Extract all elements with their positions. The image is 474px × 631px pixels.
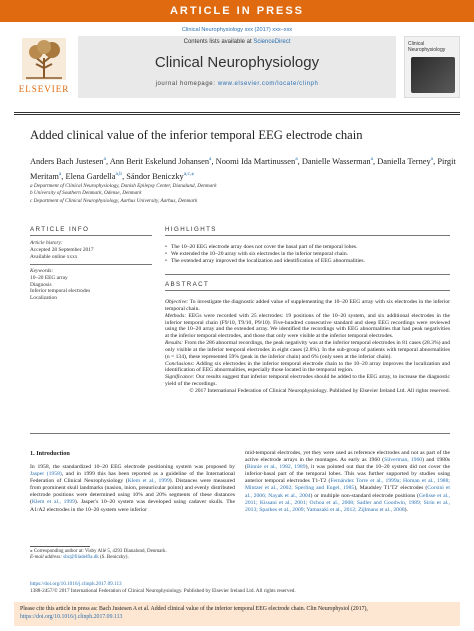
article-info-heading: ARTICLE INFO [30,226,90,233]
affiliation-b: b University of Southern Denmark, Odense, Denmark [30,190,142,197]
doi-link[interactable]: https://doi.org/10.1016/j.clinph.2017.09.113 [30,581,122,587]
author-name[interactable]: Ann Berit Eskelund Johansen [109,156,210,166]
cover-title: Clinical Neurophysiology [408,41,446,53]
elsevier-wordmark: ELSEVIER [18,84,70,94]
highlights-list [165,244,450,264]
citation-link[interactable]: Corsini et al., 2006; Nayak et al., 2004 [245,485,450,499]
author-name[interactable]: Elena Gardella [65,171,116,181]
highlights-heading: HIGHLIGHTS [165,226,217,233]
keyword: Localization [30,295,57,302]
objective-text: To investigate the diagnostic added value of supplementing the 10–20 EEG array with six electrodes in the inferior temporal chain. [165,299,450,312]
cite-doi-link[interactable]: https://doi.org/10.1016/j.clinph.2017.09.113 [20,614,123,620]
author-name[interactable]: Danielle Wasserman [301,156,371,166]
homepage-prefix: journal homepage: [155,81,218,87]
article-info-rule [30,235,152,236]
author-affiliation-marker[interactable]: a [295,156,298,162]
abstract-significance [165,374,450,388]
elsevier-logo[interactable] [14,36,74,98]
body-text: ), Maudsley T1'T2' electrodes ( [354,485,428,492]
body-text: , and in 1999 this has been reported as a guideline of the International Federation of Clinical Neurophysiology ( [30,471,236,485]
journal-cover-thumbnail[interactable] [404,36,460,98]
history-rule [30,264,152,265]
email-label: E-mail address: [30,555,64,561]
intro-left-column [30,464,235,514]
abstract-results [165,340,450,361]
body-text: In 1958, the standardized 10–20 EEG electrode positioning system was proposed by [30,464,235,470]
article-title: Added clinical value of the inferior temporal EEG electrode chain [30,128,363,142]
abstract-body [165,299,450,395]
author-affiliation-marker[interactable]: a [430,156,434,162]
author-name[interactable]: Pirgit Meritam [30,156,456,181]
highlight-item: • The 10–20 EEG electrode array does not cover the basal part of the temporal lobes. [165,244,450,251]
journal-homepage [78,81,396,87]
contents-prefix: Contents lists available at [183,39,254,45]
masthead-divider-2 [14,114,460,115]
abstract-objective [165,299,450,313]
abstract-conclusions [165,361,450,375]
affiliation-a: a Department of Clinical Neurophysiology, Danish Epilepsy Center, Dianalund, Denmark [30,183,217,189]
body-text: ). Jasper's 10–20 system was developed using cadaver skulls. The A1/A2 electrodes in the 10–20 system were inferior [30,499,235,513]
keyword: 10–20 EEG array [30,275,68,281]
methods-text: EEGs were recorded with 25 electrodes: 19 positions of the 10–20 system, and six additional electrodes in the inferior temporal chain (F9/10, T9/10, P9/10). Five-hundred consecutive standard and sleep EEG recordings were reviewed using the 10–20 array and the extended array. We identified the recordings with EEG abnormalities that had peak negativities at the inferior temporal electrodes, and those that only were visible at the inferior temporal electrodes. [165,312,450,340]
author-affiliation-marker[interactable]: a,b [115,170,123,177]
abstract-methods [165,313,450,340]
results-label: Results: [165,340,184,347]
journal-masthead [14,36,460,98]
citation-link[interactable]: Klem et al., 1999 [127,478,170,485]
citation-link[interactable]: Klem et al., 1999 [31,499,75,506]
email-link[interactable]: sbz@filadelfia.dk [63,555,99,561]
abstract-copyright: © 2017 International Federation of Clinical Neurophysiology. Published by Elsevier Ireland Ltd. All rights reserved. [189,387,450,394]
masthead-center [78,36,396,98]
significance-label: Significance: [165,374,195,381]
abstract-bottom-rule [30,433,450,434]
email-suffix: (S. Beniczky). [98,555,129,561]
introduction-heading: 1. Introduction [30,450,70,457]
citation-link[interactable]: Gelisse et al., 2011; Kissani et al., 2001; Ochoa et al., 2008; Sadler and Goodwin, 1989; Sirin et al., 2013; Sparkes et al., 2009; Yamazaki et al., 2012; Zijlmans et al., 2008 [245,492,450,513]
keywords-label: Keywords: [30,268,54,274]
author-name[interactable]: Sándor Beniczky [126,171,184,181]
author-affiliation-marker[interactable]: a [103,156,106,162]
cite-text: Please cite this article in press as: Bach Justesen A et al. Added clinical value of the inferior temporal EEG electrode chain. Clin Neurophysiol (2017), [20,606,368,612]
body-text: ). Distances were measured from prominent skull landmarks (nasion, inion, preauricular points) and evenly distributed electrode positions were determined using 10% and 20% segments of these distances ( [30,478,235,506]
author-affiliation-marker[interactable]: a [209,156,212,162]
available-online: Available online xxxx [30,253,78,260]
cover-image [411,57,455,93]
footnote-rule [30,546,90,547]
author-affiliation-marker[interactable]: a [58,170,62,177]
citation-link[interactable]: Fernández Torre et al., 1999a; Homan et al., 1988; Mintzer et al., 2002; Sperling and Engel, 1985 [245,478,450,492]
objective-label: Objective: [165,299,189,305]
author-affiliation-marker[interactable]: a [370,156,374,162]
keyword: Diagnosis [30,281,52,288]
results-text: From the 286 abnormal recordings, the peak negativity was at the inferior temporal electrodes in 81 cases (28.3%) and only visible at the inferior temporal electrodes in eight cases (2.8%). In the sub-group of patients with temporal abnormalities (n = 134), these represented 59% (peak in the inferior chain) and 6% (only seen at the inferior chain). [165,340,450,360]
body-text: ) or multiple non-standard electrode positions ( [310,492,419,499]
affiliations [30,183,460,205]
journal-title: Clinical Neurophysiology [154,54,320,71]
author-name[interactable]: Noomi Ida Martinussen [215,156,296,166]
author-name[interactable]: Anders Bach Justesen [30,156,104,166]
cite-this-article-box [14,602,460,626]
keyword: Inferior temporal electrodes [30,288,91,295]
intro-right-column [245,450,450,514]
highlight-item: • We extended the 10–20 array with six electrodes in the inferior temporal chain. [165,251,450,258]
email-line [30,555,230,561]
body-text: ). [404,506,408,513]
keywords-list [30,275,90,302]
corresponding-author-footnote [30,549,230,562]
significance-text: Our results suggest that inferior temporal electrodes should be added to the EEG array, to increase the diagnostic yield of the recordings. [165,374,450,388]
masthead-divider [14,112,460,113]
issn-copyright: 1388-2457/© 2017 International Federation of Clinical Neurophysiology. Published by Elsevier Ireland Ltd. All rights reserved. [30,588,296,594]
article-history-label: Article history: [30,240,63,246]
accepted-date: Accepted 28 September 2017 [30,247,94,253]
highlights-bottom-rule [165,274,450,275]
highlights-rule [165,235,450,236]
conclusions-text: Adding six electrodes in the inferior temporal electrode chain to the 10–20 array improves the localization and identification of EEG abnormalities, especially those located in the temporal region. [165,360,450,374]
article-history [30,247,94,260]
contents-line [78,39,396,45]
highlight-item: • The extended array improved the localization and identification of EEG abnormalities. [165,258,450,265]
author-affiliation-marker[interactable]: a,c,⁎ [183,170,195,177]
sciencedirect-link[interactable]: ScienceDirect [253,39,291,45]
article-in-press-banner: ARTICLE IN PRESS [0,0,474,22]
body-text: ), it was pointed out that the 10–20 system did not cover the inferior-basal part of the temporal lobes. This was further supported by studies using anterior temporal electrodes T1-T2 ( [245,464,450,485]
abstract-heading: ABSTRACT [165,281,210,288]
body-text: mid-temporal electrodes, yet they were used as reference electrodes and not as part of the active electrode arrays in the montages. As early as 1960 ( [245,450,450,464]
elsevier-tree-icon [22,38,66,80]
author-list: Anders Bach Justesen$^a$, Ann Berit Eskelund Johansen$^a$, Noomi Ida Martinussen$^a$, Danielle Wasserman$^a$, Daniella Terney$^a$, Pirgit Meritam$^a$, Elena Gardella$^{a,b}$, Sándor Beniczky$^{a,c,⁎}$ [30,156,456,181]
citation-link[interactable]: Silverman, 1960 [384,457,423,464]
header-citation[interactable]: Clinical Neurophysiology xxx (2017) xxx–xxx [181,27,293,33]
methods-label: Methods: [165,312,187,319]
citation-link[interactable]: Binnie et al., 1982, 1989 [246,464,306,471]
affiliation-c: c Department of Clinical Neurophysiology, Aarhus University, Aarhus, Denmark [30,197,198,204]
homepage-link[interactable]: www.elsevier.com/locate/clinph [217,81,319,87]
corresponding-address: ⁎ Corresponding author at: Visby Allé 5, 4293 Dianalund, Denmark. [30,549,167,554]
body-text: ) and 1980s ( [245,457,450,471]
abstract-rule [165,290,450,291]
citation-link[interactable]: Jasper (1958) [30,471,62,478]
author-name[interactable]: Daniella Terney [377,156,431,166]
conclusions-label: Conclusions: [165,360,195,367]
